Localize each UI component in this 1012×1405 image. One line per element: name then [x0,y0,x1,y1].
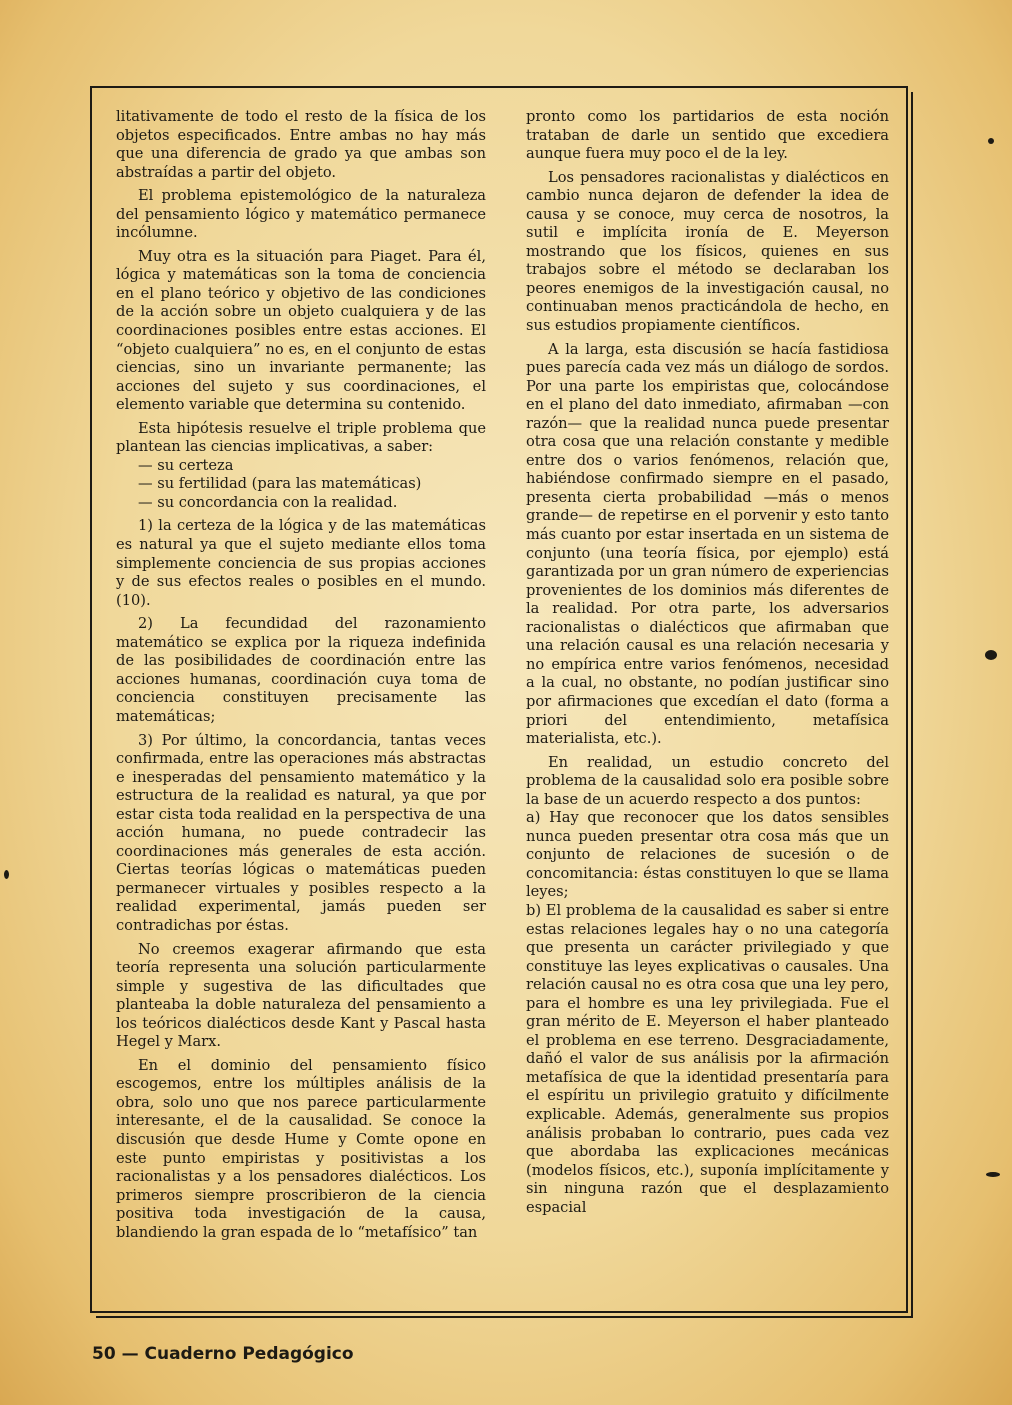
ink-speck [988,138,994,144]
paragraph: — su concordancia con la realidad. [138,493,398,511]
paragraph: En el dominio del pensamiento físico escogemos, entre los múltiples análisis de la obra, solo uno que nos parece particularmente interesante, el de la causalidad. Se conoce la discusión que desde Hume y Comte opone en este punto empiristas y positivistas a los racionalistas y a los pensadores dialécticos. Los primeros siempre proscribieron de la ciencia positiva toda investigación de la causa, blandiendo la gran espada de lo “metafísico” tan [116,1056,486,1241]
paragraph: 2) La fecundidad del razonamiento matemático se explica por la riqueza indefinida de las posibilidades de coordinación entre las acciones humanas, coordinación cuya toma de conciencia constituyen precisamente las matemáticas; [116,615,486,725]
paragraph: Los pensadores racionalistas y dialécticos en cambio nunca dejaron de defender la idea de causa y se conoce, muy cerca de nosotros, la sutil e implícita ironía de E. Meyerson mostrando que los físicos, quienes en sus trabajos sobre el método se declaraban los peores enemigos de la investigación causal, no continuaban menos practicándola de hecho, en sus estudios propiamente científicos. [526,168,889,335]
paragraph: 3) Por último, la concordancia, tantas veces confirmada, entre las operaciones más abstractas e inesperadas del pensamiento matemático y la estructura de la realidad es natural, ya que por estar cista toda realidad en la perspectiva de una acción humana, no puede contradecir las coordinaciones más generales de esta acción. Ciertas teorías lógicas o matemáticas pueden permanecer virtuales y posibles respecto a la realidad experimental, jamás pueden ser contradichas por éstas. [116,731,486,934]
paragraph: — su certeza [138,456,234,474]
left-column [116,108,486,1242]
paragraph: — su fertilidad (para las matemáticas) [138,475,422,493]
page-footer: 50 — Cuaderno Pedagógico [92,1344,354,1364]
text-frame [90,86,908,1313]
paragraph: a) Hay que reconocer que los datos sensibles nunca pueden presentar otra cosa más que un conjunto de relaciones de sucesión o de concomitancia: éstas constituyen lo que se llama leyes; [526,809,889,901]
ink-speck [4,870,9,879]
paragraph: En realidad, un estudio concreto del problema de la causalidad solo era posible sobre la base de un acuerdo respecto a dos puntos: [526,753,889,808]
paragraph: A la larga, esta discusión se hacía fastidiosa pues parecía cada vez más un diálogo de sordos. Por una parte los empiristas que, colocándose en el plano del dato inmediato, afirmaban —con razón— que la realidad nunca puede presentar otra cosa que una relación constante y medible entre dos o varios fenómenos, relación que, habiéndose confirmado siempre en el pasado, presenta cierta probabilidad —más o menos grande— de repetirse en el porvenir y esto tanto más cuanto por estar insertada en un sistema de conjunto (una teoría física, por ejemplo) está garantizada por un gran número de experiencias provenientes de los dominios más diferentes de la realidad. Por otra parte, los adversarios racionalistas o dialécticos que afirmaban que una relación causal es una relación necesaria y no empírica entre varios fenómenos, necesidad a la cual, no obstante, no podían justificar sino por afirmaciones que excedían el dato (forma a priori del entendimiento, metafísica materialista, etc.). [526,340,889,748]
paragraph: b) El problema de la causalidad es saber si entre estas relaciones legales hay o no una categoría que presenta un carácter privilegiado y que constituye las leyes explicativas o causales. Una relación causal no es otra cosa que una ley pero, para el hombre es una ley privilegiada. Fue el gran mérito de E. Meyerson el haber planteado el problema en ese terreno. Desgraciadamente, dañó el valor de sus análisis por la afirmación metafísica de que la identidad presentaría para el espíritu un privilegio gratuito y difícilmente explicable. Además, generalmente sus propios análisis probaban lo contrario, pues cada vez que abordaba las explicaciones mecánicas (modelos físicos, etc.), suponía implícitamente y sin ninguna razón que el desplazamiento espacial [526,901,889,1216]
ink-speck [986,1172,1000,1177]
paragraph: litativamente de todo el resto de la física de los objetos especificados. Entre ambas no hay más que una diferencia de grado ya que ambas son abstraídas a partir del objeto. [116,108,486,181]
paragraph: Muy otra es la situación para Piaget. Para él, lógica y matemáticas son la toma de conciencia en el plano teórico y objetivo de las condiciones de la acción sobre un objeto cualquiera y de las coordinaciones posibles entre estas acciones. El “objeto cualquiera” no es, en el conjunto de estas ciencias, sino un invariante permanente; las acciones del sujeto y sus coordinaciones, el elemento variable que determina su contenido. [116,247,486,414]
ink-speck [985,650,997,660]
right-column [526,108,889,1217]
paragraph: El problema epistemológico de la naturaleza del pensamiento lógico y matemático permanece incólumne. [116,187,486,242]
paragraph: Esta hipótesis resuelve el triple problema que plantean las ciencias implicativas, a saber: [116,419,486,456]
paragraph: pronto como los partidarios de esta noción trataban de darle un sentido que excediera aunque fuera muy poco el de la ley. [526,108,889,163]
paragraph: 1) la certeza de la lógica y de las matemáticas es natural ya que el sujeto mediante ellos toma simplemente conciencia de sus propias acciones y de sus efectos reales o posibles en el mundo. (10). [116,517,486,609]
paragraph: No creemos exagerar afirmando que esta teoría representa una solución particularmente simple y sugestiva de las dificultades que planteaba la doble naturaleza del pensamiento a los teóricos dialécticos desde Kant y Pascal hasta Hegel y Marx. [116,940,486,1051]
